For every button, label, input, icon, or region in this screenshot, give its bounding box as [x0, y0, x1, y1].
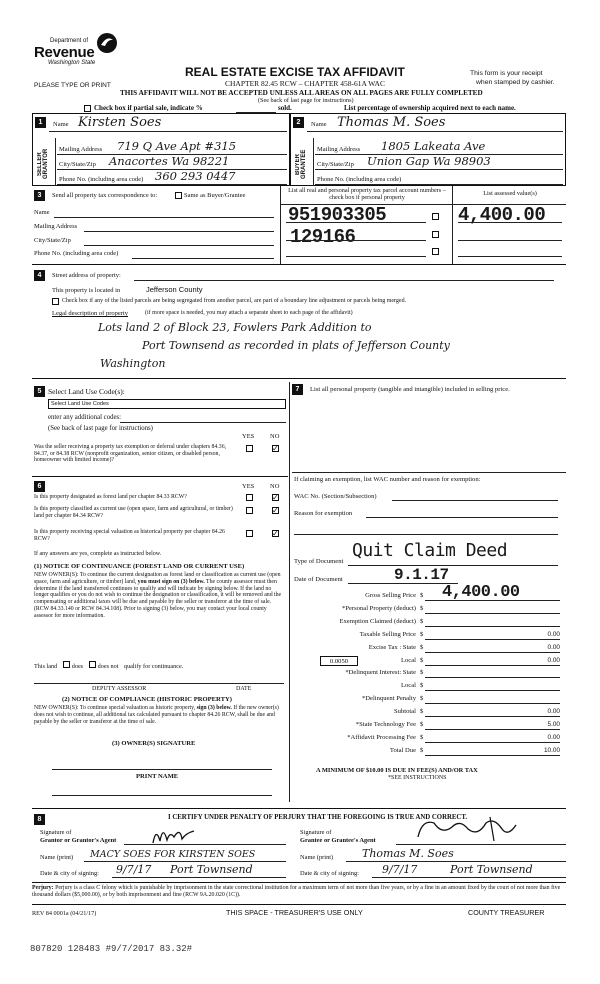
parcel-2-personal-checkbox[interactable]	[432, 231, 439, 238]
currency-symbol: $	[420, 733, 424, 741]
dept-line1: Department of	[50, 38, 89, 44]
receipt-stamp: 807820 128483 #9/7/2017 83.32#	[30, 944, 193, 954]
s6-yes-header: YES	[242, 483, 255, 490]
ownership-note: List percentage of ownership acquired next to each name.	[344, 104, 516, 112]
calc-row	[292, 656, 566, 669]
partial-sale-label: Check box if partial sale, indicate %	[94, 104, 203, 112]
legal-desc-label: Legal description of property	[52, 310, 128, 317]
calc-label: Exemption Claimed (deduct)	[339, 617, 416, 625]
section-8	[32, 808, 566, 883]
calc-value[interactable]: 0.00	[547, 656, 560, 664]
s6-q2: Is this property classified as current use (open space, farm and agricultural, or timber) land per chapter 84.34 RCW?	[34, 506, 233, 519]
local-rate-box: 0.0050	[320, 656, 358, 666]
sold-label: sold.	[278, 104, 292, 112]
dor-logo	[34, 32, 126, 74]
same-as-buyer-label: Same as Buyer/Grantee	[184, 192, 246, 199]
section-number: 5	[34, 386, 45, 397]
currency-symbol: $	[420, 630, 424, 638]
located-label: This property is located in	[52, 287, 121, 294]
currency-symbol: $	[420, 746, 424, 754]
s5-q1-no[interactable]	[272, 445, 279, 452]
dept-line2: Revenue	[34, 44, 95, 61]
section-number: 8	[34, 814, 45, 825]
section-2-buyer	[290, 113, 566, 186]
min-due: A MINIMUM OF $10.00 IS DUE IN FEE(S) AND/OR TAX	[316, 767, 478, 774]
grantee-date-city-label: Date & city of signing:	[300, 870, 359, 877]
legal-line-2[interactable]: Port Townsend as recorded in plats of Jefferson County	[142, 339, 450, 352]
grantor-sig-label-1: Signature of	[40, 829, 72, 836]
notice1-body-b: you must sign on (3) below.	[137, 578, 205, 585]
s6-q1: Is this property designated as forest land per chapter 84.33 RCW?	[34, 494, 187, 500]
street-address-line[interactable]	[134, 280, 554, 281]
notice2-body-b: sign (3) below.	[196, 705, 232, 711]
s3-address-label: Mailing Address	[34, 223, 78, 230]
parcel-header: List all real and personal property tax parcel account numbers – check box if personal property	[288, 187, 446, 202]
s3-address-line[interactable]	[84, 231, 274, 232]
land-use-select[interactable]: Select Land Use Codes	[48, 399, 286, 409]
currency-symbol: $	[420, 617, 424, 625]
currency-symbol: $	[420, 695, 424, 703]
legal-line-1[interactable]: Lots land 2 of Block 23, Fowlers Park Addition to	[98, 321, 372, 334]
owner-sig-label: (3) OWNER(S) SIGNATURE	[112, 740, 196, 747]
wac-line[interactable]	[392, 500, 558, 501]
currency-symbol: $	[420, 604, 424, 612]
does-label: does	[71, 663, 84, 670]
calc-row	[292, 668, 566, 681]
notice1-body	[34, 572, 284, 620]
calc-value[interactable]: 0.00	[547, 643, 560, 651]
dept-line3: Washington State	[48, 60, 96, 66]
receipt-line1: This form is your receipt	[470, 70, 543, 77]
doc-date-label: Date of Document	[294, 576, 343, 583]
parcel-1-personal-checkbox[interactable]	[432, 213, 439, 220]
street-address-label: Street address of property:	[52, 272, 121, 279]
calc-row	[292, 630, 566, 643]
calc-value[interactable]: 0.00	[547, 708, 560, 716]
calc-row	[292, 694, 566, 707]
seller-side-label: SELLER GRANTOR	[37, 148, 49, 180]
legal-desc-note: (if more space is needed, you may attach a separate sheet to each page of the affidavit)	[145, 310, 353, 316]
s3-phone-line[interactable]	[132, 258, 274, 259]
assessed-header: List assessed value(s)	[483, 190, 537, 197]
buyer-city-label: City/State/Zip	[317, 161, 354, 168]
calc-label: Subtotal	[394, 708, 416, 716]
calc-value[interactable]: 10.00	[544, 746, 560, 754]
s6-no-header: NO	[270, 483, 280, 490]
buyer-phone-label: Phone No. (including area code)	[317, 176, 402, 183]
section-5	[32, 382, 288, 472]
currency-symbol: $	[420, 708, 424, 716]
s3-name-label: Name	[34, 209, 50, 216]
notice2-body-c: If the new owner(s) does not wish to continue, all additional tax calculated pursuant to chapter 84.26 RCW, shall be due and payable by the seller or transferor at the time of sale.	[34, 705, 279, 725]
doc-type-label: Type of Document	[294, 558, 344, 565]
section-number: 3	[34, 190, 45, 201]
s5-see-back: (See back of last page for instructions)	[48, 425, 153, 432]
county-treasurer: COUNTY TREASURER	[468, 908, 545, 917]
buyer-side-label: BUYER GRANTEE	[295, 149, 307, 179]
section-number: 2	[293, 117, 304, 128]
seller-phone[interactable]: 360 293 0447	[155, 169, 236, 183]
s5-q1-yes[interactable]	[246, 445, 253, 452]
s3-city-line[interactable]	[84, 245, 274, 246]
please-type: PLEASE TYPE OR PRINT	[34, 82, 111, 89]
grantee-signature[interactable]	[412, 813, 522, 843]
deputy-date-label: DATE	[236, 686, 252, 692]
calc-row	[292, 733, 566, 746]
perjury-notice	[32, 885, 566, 900]
notice2-title: (2) NOTICE OF COMPLIANCE (HISTORIC PROPERTY)	[62, 696, 232, 703]
s6-q2-yes[interactable]	[246, 507, 253, 514]
doc-type[interactable]: Quit Claim Deed	[352, 540, 508, 561]
continuance-row	[34, 661, 284, 671]
grantee-city[interactable]: Port Townsend	[450, 863, 533, 876]
notice2-body-a: NEW OWNER(S): To continue special valuation as historic property,	[34, 705, 196, 711]
qualify-label: qualify for continuance.	[123, 663, 184, 670]
calc-label: *Personal Property (deduct)	[342, 604, 416, 612]
seller-address[interactable]: 719 Q Ave Apt #315	[117, 139, 237, 153]
calc-row	[292, 681, 566, 694]
revenue-logo-icon	[96, 32, 118, 54]
section-number: 4	[34, 270, 45, 281]
grantor-city[interactable]: Port Townsend	[170, 863, 253, 876]
print-name-line[interactable]	[52, 795, 272, 796]
buyer-address-label: Mailing Address	[317, 146, 361, 153]
form-title: REAL ESTATE EXCISE TAX AFFIDAVIT	[185, 65, 405, 79]
buyer-city[interactable]: Union Gap Wa 98903	[367, 154, 491, 168]
legal-line-3[interactable]: Washington	[100, 357, 166, 370]
parcel-2[interactable]: 129166	[290, 226, 356, 248]
s5-q1: Was the seller receiving a property tax exemption or deferral under chapters 84.36, 84.37, or 84.38 RCW (nonprofit organization, senior citizen, or disabled person, homeowner with limited income)?	[34, 444, 227, 464]
s3-phone-label: Phone No. (including area code)	[34, 250, 119, 257]
grantor-name-print[interactable]: MACY SOES FOR KIRSTEN SOES	[90, 849, 256, 860]
buyer-address[interactable]: 1805 Lakeata Ave	[381, 139, 486, 153]
s6-q3: Is this property receiving special valuation as historical property per chapter 84.26 RCW?	[34, 529, 225, 542]
grantee-name-label: Name (print)	[300, 854, 334, 861]
buyer-name-label: Name	[311, 121, 327, 128]
notice1-body-a: NEW OWNER(S): To continue the current designation as forest land or classification as current use (open space, farm and agriculture, or timber) land,	[34, 572, 281, 585]
see-back-header: (See back of last page for instructions)	[258, 97, 354, 104]
does-not-label: does not	[97, 663, 119, 670]
seller-city-label: City/State/Zip	[59, 161, 96, 168]
calc-label: *Delinquent Penalty	[361, 695, 416, 703]
perjury-text: Perjury is a class C felony which is punishable by imprisonment in the state correctional institution for a maximum term of not more than five years, or by a fine in an amount fixed by the court of not more than five thousand dollars ($5,000.00), or by both imprisonment and fine (RCW 9A.20.020 (1C)).	[32, 885, 561, 899]
treasurer-space: THIS SPACE - TREASURER'S USE ONLY	[226, 908, 363, 917]
section-6	[32, 476, 288, 803]
deputy-sig-line[interactable]	[34, 683, 284, 684]
calc-label: *State Technology Fee	[355, 721, 416, 728]
s3-name-line[interactable]	[54, 217, 274, 218]
receipt-line2: when stamped by cashier.	[476, 79, 555, 86]
s6-q1-yes[interactable]	[246, 494, 253, 501]
currency-symbol: $	[420, 721, 424, 728]
calc-label: Excise Tax : State	[368, 643, 416, 651]
deputy-label: DEPUTY ASSESSOR	[92, 686, 147, 692]
s6-q2-no[interactable]	[272, 507, 279, 514]
send-correspondence-label: Send all property tax correspondence to:	[52, 192, 158, 199]
certify-label: I CERTIFY UNDER PENALTY OF PERJURY THAT THE FOREGOING IS TRUE AND CORRECT.	[168, 814, 468, 821]
rev-number: REV 84 0001a (04/21/17)	[32, 910, 97, 917]
grantee-sig-label-1: Signature of	[300, 829, 332, 836]
section-number: 6	[34, 481, 45, 492]
calc-value[interactable]: 5.00	[547, 721, 560, 728]
calc-row	[292, 583, 566, 604]
grantor-date-city-label: Date & city of signing:	[40, 870, 99, 877]
does-not-checkbox[interactable]	[89, 661, 96, 668]
s6-if-yes: If any answers are yes, complete as instructed below.	[34, 551, 162, 557]
seller-name[interactable]: Kirsten Soes	[78, 115, 162, 130]
same-as-buyer-checkbox[interactable]	[175, 192, 182, 199]
s5-yes-header: YES	[242, 433, 255, 440]
calc-row	[292, 720, 566, 733]
calc-label: Local	[400, 656, 416, 664]
exemption-claim-label: If claiming an exemption, list WAC number and reason for exemption:	[294, 476, 481, 483]
section-7	[292, 382, 566, 802]
s6-q3-no[interactable]	[272, 530, 279, 537]
calc-value[interactable]: 0.00	[547, 733, 560, 741]
reason-line[interactable]	[366, 517, 558, 518]
assessed-1[interactable]: 4,400.00	[458, 204, 546, 226]
located-county: Jefferson County	[146, 285, 203, 294]
parcel-3-personal-checkbox[interactable]	[432, 248, 439, 255]
does-checkbox[interactable]	[63, 661, 70, 668]
not-accepted-warning: THIS AFFIDAVIT WILL NOT BE ACCEPTED UNLESS ALL AREAS ON ALL PAGES ARE FULLY COMPLETED	[120, 89, 483, 97]
calc-row	[292, 746, 566, 759]
wac-label: WAC No. (Section/Subsection)	[294, 493, 377, 500]
calc-label: Total Due	[389, 746, 416, 754]
grantor-date[interactable]: 9/7/17	[116, 863, 152, 876]
s5-no-header: NO	[270, 433, 280, 440]
doc-date[interactable]: 9.1.17	[394, 566, 449, 584]
currency-symbol: $	[420, 592, 424, 599]
seller-city[interactable]: Anacortes Wa 98221	[109, 154, 230, 168]
calc-label: Taxable Selling Price	[359, 630, 416, 638]
calc-label: Local	[400, 682, 416, 690]
seller-address-label: Mailing Address	[59, 146, 103, 153]
this-land-label: This land	[34, 663, 58, 670]
calc-row	[292, 617, 566, 630]
s6-q1-no[interactable]	[272, 494, 279, 501]
grantee-sig-label-2: Grantee or Grantee's Agent	[300, 837, 376, 844]
land-use-label: Select Land Use Code(s):	[48, 387, 125, 396]
notice1-body-c: The county assessor must then determine if the land transferred continues to qualify and will indicate by signing below. If the land no longer qualifies or you do not wish to continue the designation or classification, it will be removed and the compensating or additional taxes will be due and payable by the seller or transferor at the time of sale. (RCW 84.33.140 or RCW 84.34.108). Prior to signing (3) below, you may contact your local county assessor for more information.	[34, 578, 282, 619]
calc-row	[292, 707, 566, 720]
calc-label: *Affidavit Processing Fee	[347, 733, 416, 741]
calc-value[interactable]: 0.00	[547, 630, 560, 638]
additional-codes-line[interactable]	[120, 422, 286, 423]
owner-sig-line[interactable]	[52, 769, 272, 770]
currency-symbol: $	[420, 669, 424, 677]
calc-label: *Delinquent Interest: State	[345, 669, 416, 677]
grantee-name-print[interactable]: Thomas M. Soes	[362, 847, 454, 860]
calc-row	[292, 643, 566, 656]
section-4	[32, 268, 566, 379]
section-3	[32, 186, 566, 265]
additional-codes-label: enter any additional codes:	[48, 414, 122, 421]
s3-city-label: City/State/Zip	[34, 237, 71, 244]
calc-row	[292, 604, 566, 617]
grantor-name-label: Name (print)	[40, 854, 74, 861]
notice2-body	[34, 705, 284, 725]
section-1-seller	[32, 113, 290, 186]
tax-calc-table	[292, 583, 566, 759]
reason-line-2[interactable]	[294, 534, 558, 535]
personal-property-label: List all personal property (tangible and intangible) included in selling price.	[310, 386, 510, 393]
s6-q3-yes[interactable]	[246, 530, 253, 537]
currency-symbol: $	[420, 682, 424, 690]
segregated-label: Check box if any of the listed parcels are being segregated from another parcel, are part of a boundary line adjustment or parcels being merged.	[62, 298, 407, 304]
buyer-name[interactable]: Thomas M. Soes	[337, 115, 446, 130]
notice1-title: (1) NOTICE OF CONTINUANCE (FOREST LAND OR CURRENT USE)	[34, 563, 245, 570]
segregated-checkbox[interactable]	[52, 298, 59, 305]
form-chapter: CHAPTER 82.45 RCW – CHAPTER 458-61A WAC	[225, 79, 385, 88]
grantee-date[interactable]: 9/7/17	[382, 863, 418, 876]
see-instructions: *SEE INSTRUCTIONS	[388, 775, 447, 781]
calc-value[interactable]: 4,400.00	[442, 583, 520, 602]
calc-label: Gross Selling Price	[365, 592, 416, 599]
print-name-label: PRINT NAME	[136, 773, 179, 780]
currency-symbol: $	[420, 656, 424, 664]
seller-phone-label: Phone No. (including area code)	[59, 176, 144, 183]
reason-label: Reason for exemption	[294, 510, 353, 517]
section-number: 7	[292, 384, 303, 395]
grantor-sig-label-2: Grantor or Grantor's Agent	[40, 837, 117, 844]
seller-name-label: Name	[53, 121, 69, 128]
section-number: 1	[35, 117, 46, 128]
partial-sale-checkbox[interactable]	[84, 105, 91, 112]
perjury-bold: Perjury:	[32, 885, 54, 891]
currency-symbol: $	[420, 643, 424, 651]
parcel-1[interactable]: 951903305	[288, 204, 387, 226]
